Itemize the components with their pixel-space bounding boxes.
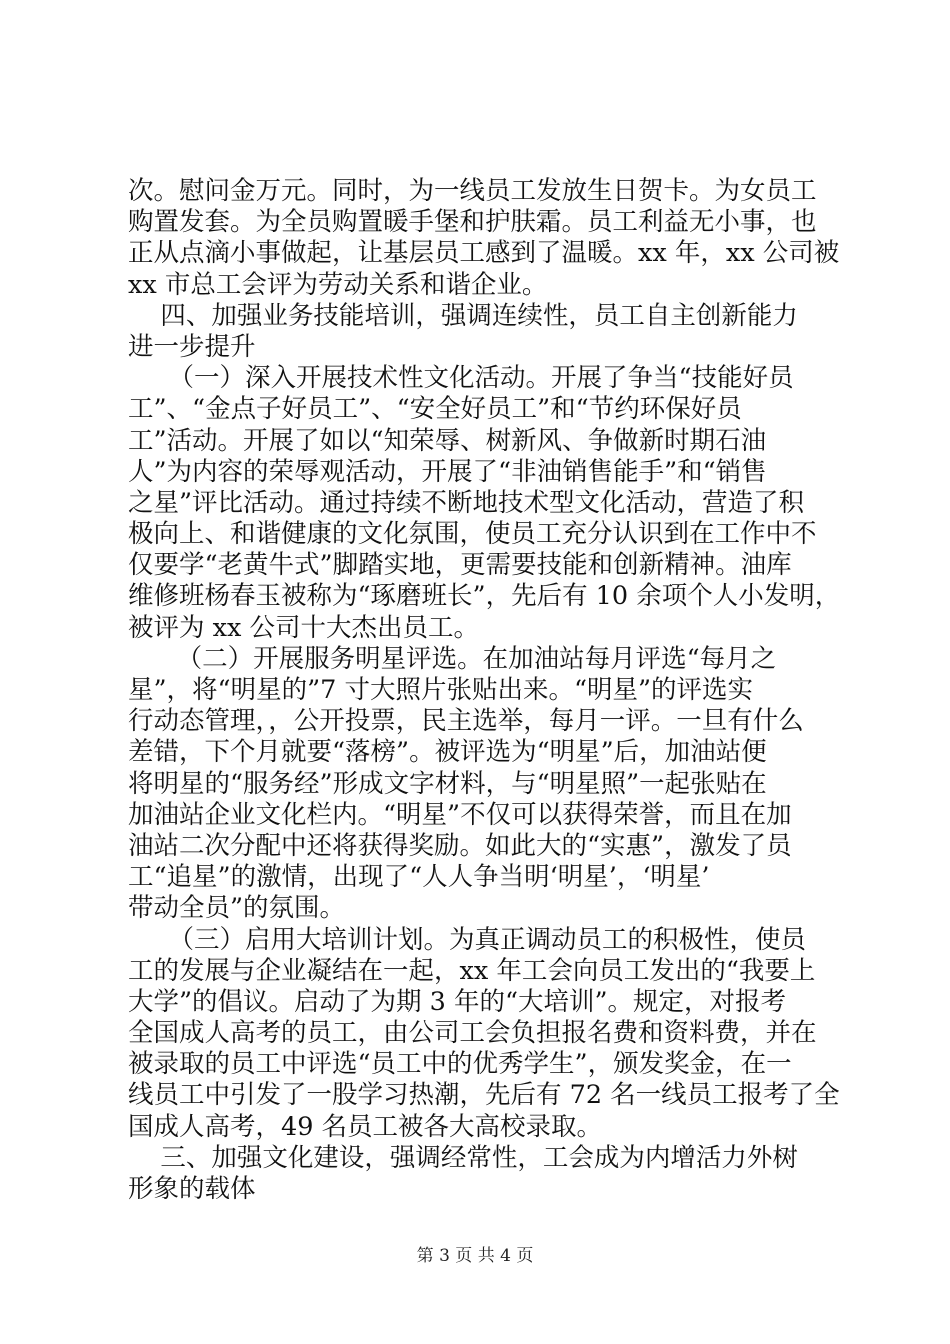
text-line: 星”，将“明星的”7 寸大照片张贴出来。“明星”的评选实 — [128, 675, 754, 705]
text-line: 工的发展与企业凝结在一起，xx 年工会向员工发出的“我要上 — [128, 955, 816, 986]
text-line: 差错，下个月就要“落榜”。被评选为“明星”后，加油站便 — [128, 737, 767, 768]
text-line: （一）深入开展技术性文化活动。开展了争当“技能好员 — [128, 363, 794, 394]
section-heading-line: 四、加强业务技能培训，强调连续性，员工自主创新能力 — [128, 300, 798, 331]
text-line: 工“追星”的激情，出现了“人人争当明‘明星’，‘明星’ — [128, 862, 710, 893]
section-heading-line: 形象的载体 — [128, 1174, 256, 1204]
text-line: （三）启用大培训计划。为真正调动员工的积极性，使员 — [128, 924, 807, 955]
text-line: 仅要学“老黄牛式”脚踏实地，更需要技能和创新精神。油库 — [128, 550, 792, 581]
text-line: 行动态管理，，公开投票，民主选举，每月一评。一旦有什么 — [128, 706, 804, 737]
text-line: 全国成人高考的员工，由公司工会负担报名费和资料费，并在 — [128, 1018, 817, 1049]
section-heading-line: 三、加强文化建设，强调经常性，工会成为内增活力外树 — [128, 1142, 798, 1173]
text-line: 工”活动。开展了如以“知荣辱、树新风、争做新时期石油 — [128, 425, 767, 456]
text-line: 带动全员”的氛围。 — [128, 893, 346, 924]
text-line: 将明星的“服务经”形成文字材料，与“明星照”一起张贴在 — [128, 768, 767, 799]
text-line: 正从点滴小事做起，让基层员工感到了温暖。xx 年，xx 公司被 — [128, 238, 840, 269]
text-line: 人”为内容的荣辱观活动，开展了“非油销售能手”和“销售 — [128, 456, 767, 487]
text-line: 大学”的倡议。启动了为期 3 年的“大培训”。规定，对报考 — [128, 986, 787, 1017]
section-heading-line: 进一步提升 — [128, 331, 256, 362]
text-line: 油站二次分配中还将获得奖励。如此大的“实惠”，激发了员 — [128, 830, 792, 861]
text-line: 加油站企业文化栏内。“明星”不仅可以获得荣誉，而且在加 — [128, 799, 792, 830]
text-line: 线员工中引发了一股学习热潮，先后有 72 名一线员工报考了全 — [128, 1080, 840, 1111]
document-body — [128, 176, 841, 1205]
text-line: 工”、“金点子好员工”、“安全好员工”和“节约环保好员 — [128, 394, 742, 425]
text-line: 之星”评比活动。通过持续不断地技术型文化活动，营造了积 — [128, 487, 805, 518]
text-line: 购置发套。为全员购置暖手堡和护肤霜。员工利益无小事，也 — [128, 207, 817, 238]
text-line: （二）开展服务明星评选。在加油站每月评选“每月之 — [128, 643, 777, 674]
page-footer — [0, 1245, 950, 1267]
text-line: 维修班杨春玉被称为“琢磨班长”，先后有 10 余项个人小发明， — [128, 581, 841, 612]
text-line: 被录取的员工中评选“员工中的优秀学生”，颁发奖金，在一 — [128, 1049, 792, 1080]
text-line: 次。慰问金万元。同时，为一线员工发放生日贺卡。为女员工 — [128, 176, 817, 206]
text-line: 国成人高考，49 名员工被各大高校录取。 — [128, 1111, 603, 1142]
text-line: 极向上、和谐健康的文化氛围，使员工充分认识到在工作中不 — [128, 519, 817, 550]
page-number-label: 第 3 页 共 4 页 — [416, 1246, 534, 1266]
text-line: 被评为 xx 公司十大杰出员工。 — [128, 612, 479, 643]
text-line: xx 市总工会评为劳动关系和谐企业。 — [128, 269, 548, 300]
